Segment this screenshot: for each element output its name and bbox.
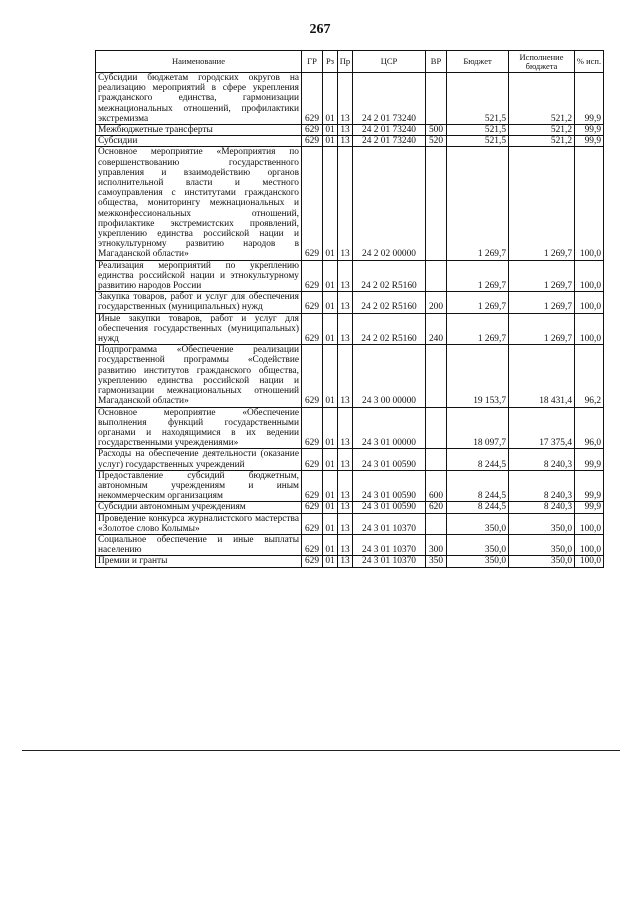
table-row: [96, 73, 604, 125]
cell-pr: 13: [338, 534, 353, 555]
cell-name: Иные закупки товаров, работ и услуг для обеспечения государственных (муниципальных) нужд: [96, 313, 302, 345]
table-body: [96, 73, 604, 568]
cell-pr: 13: [338, 449, 353, 470]
cell-budget: 1 269,7: [447, 260, 509, 292]
cell-execution: 8 240,3: [509, 470, 575, 502]
table-row: [96, 502, 604, 513]
table-row: [96, 292, 604, 313]
cell-pr: 13: [338, 260, 353, 292]
cell-percent: 100,0: [575, 260, 604, 292]
cell-budget: 521,5: [447, 125, 509, 136]
cell-percent: 99,9: [575, 136, 604, 147]
cell-csr: 24 3 01 10370: [353, 513, 426, 534]
header-rz: Рз: [323, 51, 338, 73]
table-row: [96, 136, 604, 147]
cell-csr: 24 2 02 R5160: [353, 313, 426, 345]
cell-gr: 629: [302, 73, 323, 125]
cell-vr: 200: [426, 292, 447, 313]
cell-gr: 629: [302, 534, 323, 555]
cell-rz: 01: [323, 534, 338, 555]
cell-pr: 13: [338, 513, 353, 534]
header-budget: Бюджет: [447, 51, 509, 73]
cell-vr: 300: [426, 534, 447, 555]
cell-rz: 01: [323, 125, 338, 136]
cell-vr: [426, 147, 447, 260]
cell-vr: [426, 449, 447, 470]
cell-percent: 100,0: [575, 534, 604, 555]
cell-execution: 350,0: [509, 513, 575, 534]
cell-csr: 24 2 02 R5160: [353, 260, 426, 292]
cell-execution: 521,2: [509, 125, 575, 136]
cell-execution: 521,2: [509, 73, 575, 125]
cell-budget: 19 153,7: [447, 345, 509, 407]
cell-rz: 01: [323, 556, 338, 567]
cell-name: Межбюджетные трансферты: [96, 125, 302, 136]
cell-percent: 99,9: [575, 125, 604, 136]
cell-percent: 100,0: [575, 292, 604, 313]
cell-pr: 13: [338, 407, 353, 449]
cell-pr: 13: [338, 313, 353, 345]
cell-gr: 629: [302, 313, 323, 345]
cell-budget: 1 269,7: [447, 147, 509, 260]
cell-percent: 99,9: [575, 73, 604, 125]
table-row: [96, 313, 604, 345]
cell-csr: 24 2 01 73240: [353, 136, 426, 147]
cell-budget: 8 244,5: [447, 502, 509, 513]
cell-execution: 1 269,7: [509, 260, 575, 292]
table-row: [96, 556, 604, 567]
cell-csr: 24 2 01 73240: [353, 73, 426, 125]
cell-gr: 629: [302, 470, 323, 502]
budget-table: [95, 50, 604, 568]
cell-vr: [426, 513, 447, 534]
cell-rz: 01: [323, 449, 338, 470]
table-row: [96, 470, 604, 502]
cell-rz: 01: [323, 345, 338, 407]
cell-execution: 8 240,3: [509, 502, 575, 513]
header-percent: % исп.: [575, 51, 604, 73]
cell-rz: 01: [323, 313, 338, 345]
cell-vr: 350: [426, 556, 447, 567]
cell-percent: 99,9: [575, 502, 604, 513]
cell-name: Проведение конкурса журналистского мастерства «Золотое слово Колымы»: [96, 513, 302, 534]
cell-rz: 01: [323, 513, 338, 534]
header-csr: ЦСР: [353, 51, 426, 73]
cell-percent: 100,0: [575, 513, 604, 534]
cell-vr: 240: [426, 313, 447, 345]
cell-csr: 24 3 01 10370: [353, 534, 426, 555]
cell-csr: 24 3 01 00000: [353, 407, 426, 449]
cell-budget: 18 097,7: [447, 407, 509, 449]
cell-gr: 629: [302, 292, 323, 313]
cell-execution: 8 240,3: [509, 449, 575, 470]
table-row: [96, 345, 604, 407]
cell-rz: 01: [323, 260, 338, 292]
cell-rz: 01: [323, 502, 338, 513]
cell-vr: 520: [426, 136, 447, 147]
cell-budget: 1 269,7: [447, 292, 509, 313]
cell-vr: [426, 345, 447, 407]
cell-percent: 100,0: [575, 556, 604, 567]
cell-name: Премии и гранты: [96, 556, 302, 567]
cell-pr: 13: [338, 502, 353, 513]
cell-vr: [426, 73, 447, 125]
cell-execution: 521,2: [509, 136, 575, 147]
cell-rz: 01: [323, 147, 338, 260]
table-row: [96, 407, 604, 449]
cell-percent: 99,9: [575, 449, 604, 470]
cell-percent: 100,0: [575, 147, 604, 260]
cell-rz: 01: [323, 292, 338, 313]
cell-pr: 13: [338, 73, 353, 125]
cell-gr: 629: [302, 513, 323, 534]
cell-pr: 13: [338, 292, 353, 313]
cell-name: Подпрограмма «Обеспечение реализации государственной программы «Содействие развитию институтов гражданского общества, укреплению единства российской нации и гармонизации межнациональных отношений Магаданской области»: [96, 345, 302, 407]
cell-budget: 8 244,5: [447, 470, 509, 502]
cell-pr: 13: [338, 345, 353, 407]
table-row: [96, 449, 604, 470]
table-header-row: [96, 51, 604, 73]
cell-name: Социальное обеспечение и иные выплаты населению: [96, 534, 302, 555]
cell-pr: 13: [338, 125, 353, 136]
cell-csr: 24 3 00 00000: [353, 345, 426, 407]
header-gr: ГР: [302, 51, 323, 73]
table-row: [96, 125, 604, 136]
cell-csr: 24 3 01 00590: [353, 470, 426, 502]
cell-csr: 24 2 02 R5160: [353, 292, 426, 313]
page-number: 267: [309, 22, 331, 37]
cell-pr: 13: [338, 147, 353, 260]
cell-gr: 629: [302, 556, 323, 567]
cell-execution: 1 269,7: [509, 147, 575, 260]
cell-name: Субсидии автономным учреждениям: [96, 502, 302, 513]
table-row: [96, 147, 604, 260]
cell-percent: 99,9: [575, 470, 604, 502]
cell-gr: 629: [302, 502, 323, 513]
header-execution: Исполнение бюджета: [509, 51, 575, 73]
footer-divider: [22, 750, 620, 751]
cell-name: Субсидии бюджетам городских округов на реализацию мероприятий в сфере укрепления гражданского единства, гармонизации межнациональных отношений, профилактики экстремизма: [96, 73, 302, 125]
cell-name: Основное мероприятие «Обеспечение выполнения функций государственными органами и находящимися в их ведении государственными учреждениями»: [96, 407, 302, 449]
cell-csr: 24 3 01 00590: [353, 449, 426, 470]
cell-execution: 17 375,4: [509, 407, 575, 449]
cell-pr: 13: [338, 470, 353, 502]
cell-csr: 24 2 01 73240: [353, 125, 426, 136]
cell-budget: 350,0: [447, 513, 509, 534]
cell-budget: 8 244,5: [447, 449, 509, 470]
cell-execution: 1 269,7: [509, 313, 575, 345]
header-name: Наименование: [96, 51, 302, 73]
cell-rz: 01: [323, 470, 338, 502]
cell-name: Предоставление субсидий бюджетным, автономным учреждениям и иным некоммерческим организациям: [96, 470, 302, 502]
cell-budget: 521,5: [447, 73, 509, 125]
cell-name: Субсидии: [96, 136, 302, 147]
cell-rz: 01: [323, 73, 338, 125]
cell-rz: 01: [323, 407, 338, 449]
cell-name: Закупка товаров, работ и услуг для обеспечения государственных (муниципальных) нужд: [96, 292, 302, 313]
table-row: [96, 260, 604, 292]
cell-gr: 629: [302, 449, 323, 470]
cell-percent: 96,0: [575, 407, 604, 449]
cell-budget: 521,5: [447, 136, 509, 147]
header-vr: ВР: [426, 51, 447, 73]
cell-csr: 24 2 02 00000: [353, 147, 426, 260]
cell-name: Расходы на обеспечение деятельности (оказание услуг) государственных учреждений: [96, 449, 302, 470]
cell-vr: 600: [426, 470, 447, 502]
cell-name: Основное мероприятие «Мероприятия по совершенствованию государственного управления и взаимодействию органов исполнительной власти и местного самоуправления с институтами гражданского общества, мониторингу межнациональных и межконфессиональных отношений, профилактике экстремистских проявлений, укреплению единства российской нации и этнокультурному развитию народов в Магаданской области»: [96, 147, 302, 260]
cell-gr: 629: [302, 125, 323, 136]
cell-budget: 1 269,7: [447, 313, 509, 345]
cell-csr: 24 3 01 10370: [353, 556, 426, 567]
cell-vr: [426, 407, 447, 449]
cell-vr: [426, 260, 447, 292]
cell-percent: 100,0: [575, 313, 604, 345]
cell-name: Реализация мероприятий по укреплению единства российской нации и этнокультурному развитию народов России: [96, 260, 302, 292]
cell-execution: 18 431,4: [509, 345, 575, 407]
cell-csr: 24 3 01 00590: [353, 502, 426, 513]
cell-budget: 350,0: [447, 534, 509, 555]
cell-gr: 629: [302, 136, 323, 147]
cell-gr: 629: [302, 260, 323, 292]
cell-rz: 01: [323, 136, 338, 147]
cell-gr: 629: [302, 147, 323, 260]
cell-execution: 350,0: [509, 534, 575, 555]
cell-pr: 13: [338, 556, 353, 567]
cell-vr: 620: [426, 502, 447, 513]
table-row: [96, 534, 604, 555]
table-row: [96, 513, 604, 534]
cell-gr: 629: [302, 407, 323, 449]
cell-execution: 350,0: [509, 556, 575, 567]
cell-vr: 500: [426, 125, 447, 136]
cell-execution: 1 269,7: [509, 292, 575, 313]
cell-budget: 350,0: [447, 556, 509, 567]
cell-percent: 96,2: [575, 345, 604, 407]
header-pr: Пр: [338, 51, 353, 73]
cell-gr: 629: [302, 345, 323, 407]
cell-pr: 13: [338, 136, 353, 147]
